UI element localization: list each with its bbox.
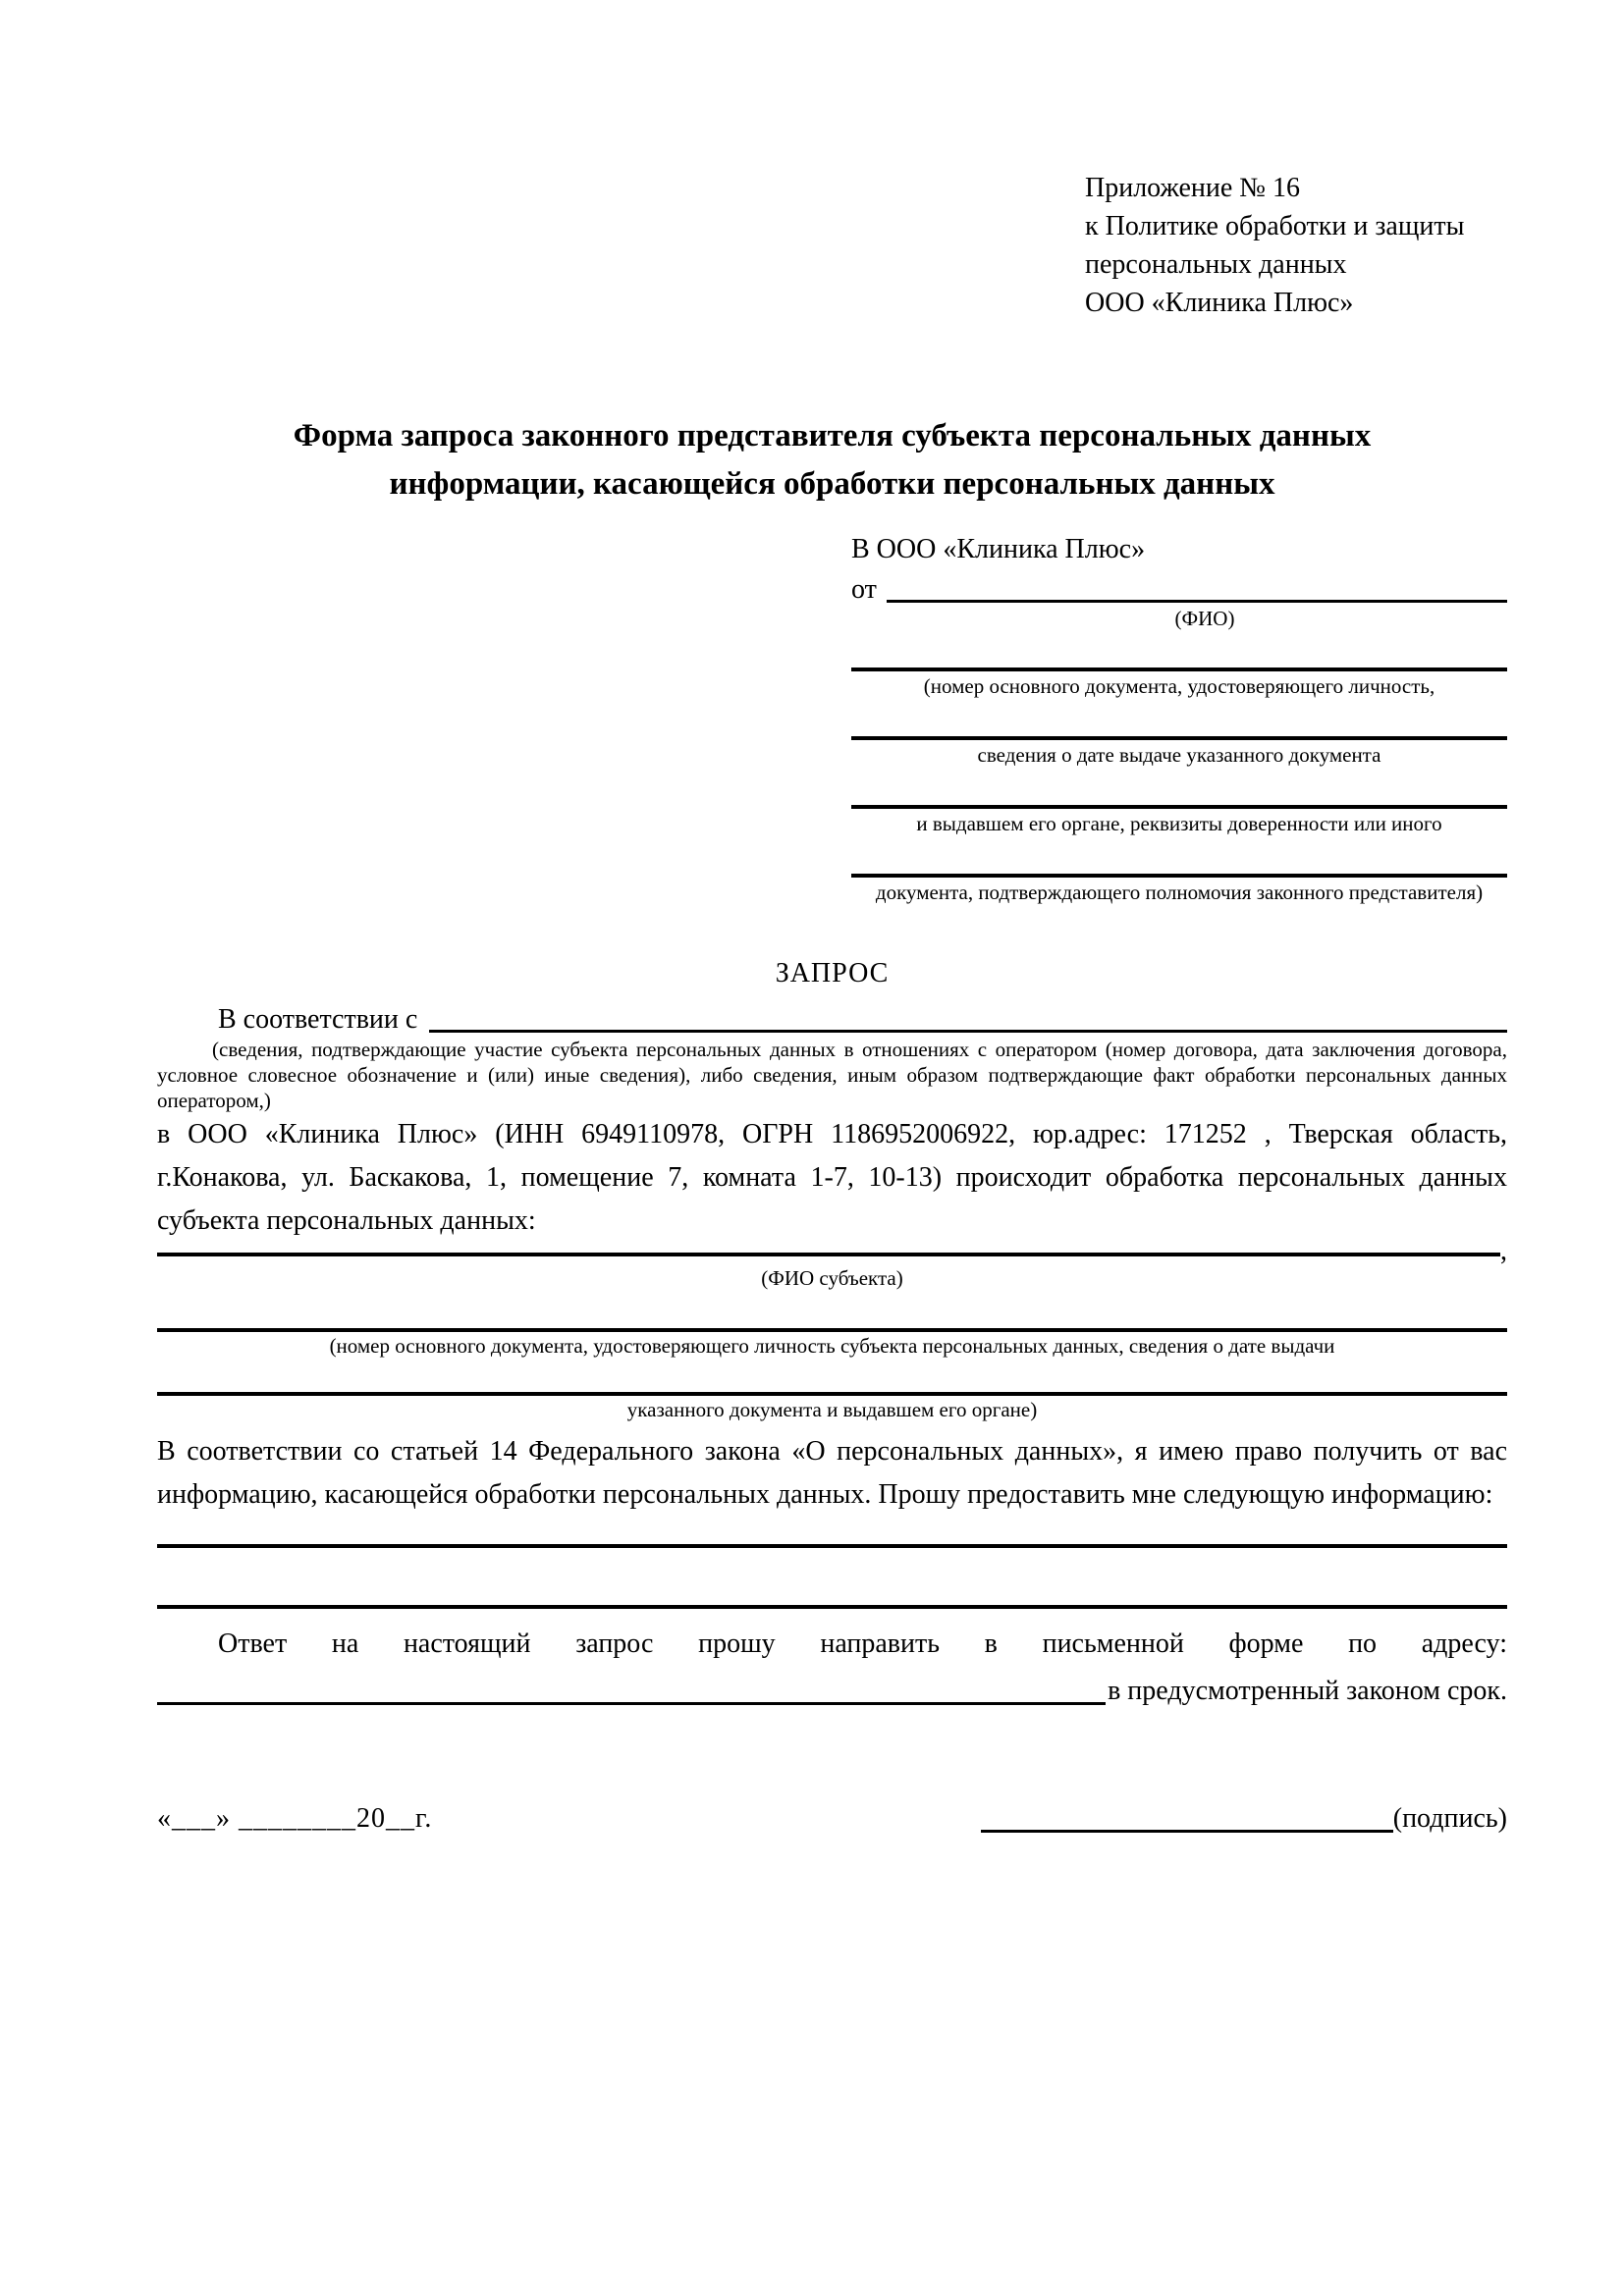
id-doc-blank-row xyxy=(851,844,1507,905)
accordance-caption: (сведения, подтверждающие участие субъекта персональных данных в отношениях с оператором (номер договора, дата заключения договора, условное словесное обозначение и (или) иные сведения), либо сведения, иным образом подтверждающие факт обработки персональных данных оператором,) xyxy=(157,1038,1507,1112)
id-doc-blank-row xyxy=(851,707,1507,768)
accordance-row xyxy=(157,999,1507,1037)
id-doc-blank-row xyxy=(851,775,1507,836)
from-row xyxy=(851,569,1507,607)
answer-address-row xyxy=(157,1666,1507,1711)
info-blank-line xyxy=(157,1544,1507,1548)
accordance-blank-line xyxy=(429,1030,1507,1033)
date-signature-row xyxy=(157,1799,1507,1839)
answer-suffix: в предусмотренный законом срок. xyxy=(1108,1676,1507,1706)
request-heading: ЗАПРОС xyxy=(775,958,890,988)
info-blank-line xyxy=(157,1605,1507,1609)
id-doc-caption: и выдавшем его органе, реквизиты доверенности или иного xyxy=(916,812,1442,835)
addressee-block xyxy=(851,530,1507,905)
id-doc-caption: сведения о дате выдаче указанного документа xyxy=(977,743,1381,767)
id-doc-blank-line xyxy=(851,844,1507,878)
subject-doc-caption-bottom: указанного документа и выдавшем его органе) xyxy=(626,1398,1038,1421)
id-doc-blank-line xyxy=(851,775,1507,809)
appendix-line: персональных данных xyxy=(1085,249,1347,280)
address-blank-line xyxy=(157,1702,1106,1705)
signature-caption: (подпись) xyxy=(1392,1803,1507,1834)
answer-paragraph: Ответ на настоящий запрос прошу направить в письменной форме по адресу: xyxy=(218,1629,1507,1659)
appendix-line: ООО «Клиника Плюс» xyxy=(1085,288,1354,318)
id-doc-blank-row xyxy=(851,638,1507,699)
subject-fio-caption: (ФИО субъекта) xyxy=(761,1266,903,1290)
appendix-line: Приложение № 16 xyxy=(1085,173,1300,203)
id-doc-blank-line xyxy=(851,707,1507,740)
from-blank-line xyxy=(887,600,1507,603)
appendix-line: к Политике обработки и защиты xyxy=(1085,211,1465,241)
addressee-organization: В ООО «Клиника Плюс» xyxy=(851,534,1146,564)
accordance-prefix: В соответствии с xyxy=(218,1004,418,1035)
appendix-block xyxy=(1085,169,1509,322)
subject-line-comma: , xyxy=(1500,1236,1507,1266)
date-blank: «___» ________20__г. xyxy=(157,1803,433,1834)
operator-paragraph: в ООО «Клиника Плюс» (ИНН 6949110978, ОГРН 1186952006922, юр.адрес: 171252 , Тверская область, г.Конакова, ул. Баскакова, 1, помещение 7, комната 1-7, 10-13) происходит обработка персональных данных субъекта персональных данных: xyxy=(157,1119,1507,1236)
id-doc-caption: (номер основного документа, удостоверяющего личность, xyxy=(923,674,1435,698)
id-doc-caption: документа, подтверждающего полномочия законного представителя) xyxy=(875,881,1484,904)
from-label: от xyxy=(851,574,877,605)
law-paragraph: В соответствии со статьей 14 Федерального закона «О персональных данных», я имею право получить от вас информацию, касающейся обработки персональных данных. Прошу предоставить мне следующую информацию: xyxy=(157,1436,1507,1510)
id-doc-blank-line xyxy=(851,638,1507,671)
signature-blank-line xyxy=(981,1830,1393,1833)
fio-caption: (ФИО) xyxy=(1174,607,1235,630)
form-title: Форма запроса законного представителя субъекта персональных данных информации, касающейся обработки персональных данных xyxy=(293,418,1372,502)
subject-fio-row xyxy=(157,1236,1507,1266)
subject-doc-caption-top: (номер основного документа, удостоверяющего личность субъекта персональных данных, сведения о дате выдачи xyxy=(329,1334,1335,1358)
signature-group xyxy=(981,1799,1507,1839)
subject-fio-blank-line xyxy=(157,1253,1500,1256)
